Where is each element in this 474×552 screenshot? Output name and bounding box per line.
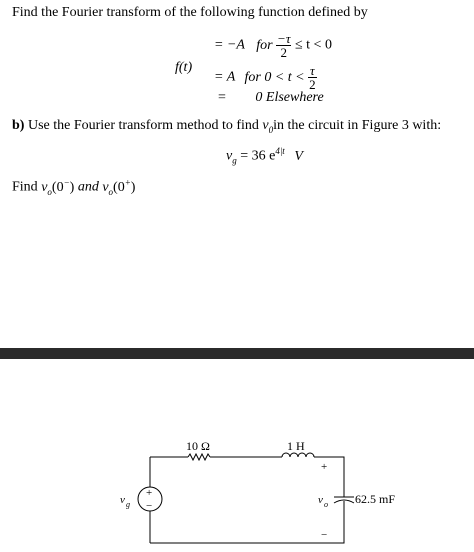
source-equals: = 36 e	[240, 148, 276, 164]
find-expression-1: $v_o(0^-)$	[41, 177, 75, 197]
source-unit: V	[294, 148, 303, 164]
resistor-symbol	[188, 454, 210, 460]
case-2-condition: for 0 < t <	[244, 69, 305, 85]
source-variable-sub: g	[232, 155, 237, 166]
wire-bottom	[150, 501, 344, 543]
resistor-label: 10 Ω	[186, 439, 210, 453]
output-label: v	[318, 494, 323, 506]
wire-top-right	[314, 457, 344, 497]
part-b-label: b)	[12, 118, 25, 133]
case-1-numerator: −τ	[277, 31, 291, 46]
case-3-equals: =	[218, 90, 226, 105]
output-minus: −	[321, 529, 328, 541]
output-label-sub: o	[324, 500, 328, 509]
case-3-rhs: 0 Elsewhere	[255, 90, 324, 105]
source-variable: v	[226, 148, 233, 164]
case-1-lhs: = −A	[214, 37, 245, 53]
inductor-symbol	[282, 453, 314, 457]
case-2-numerator: τ	[310, 63, 315, 78]
case-1-denominator: 2	[276, 45, 291, 59]
inductor-label: 1 H	[287, 439, 305, 453]
part-b-text: Use the Fourier transform method to find	[27, 118, 259, 133]
function-name: f(t)	[175, 60, 193, 75]
case-1-for: for	[256, 37, 273, 53]
capacitor-label: 62.5 mF	[355, 492, 396, 506]
find-label: Find	[12, 179, 38, 195]
source-minus: −	[146, 500, 153, 512]
source-label-sub: g	[126, 500, 130, 509]
find-and: and	[77, 179, 99, 195]
question-intro: Find the Fourier transform of the following function defined by	[12, 5, 368, 20]
case-2-lhs: = A	[214, 69, 235, 85]
part-b-tail: in the circuit in Figure 3 with:	[273, 118, 442, 133]
part-b-variable: $v_0$	[262, 118, 274, 135]
find-expression-2: $v_o(0^+)$	[102, 177, 136, 197]
source-exponent: 4|t	[275, 146, 285, 156]
output-plus: +	[321, 461, 328, 473]
source-label: v	[120, 494, 125, 506]
case-2-denominator: 2	[309, 77, 316, 92]
source-plus: +	[146, 487, 153, 499]
case-1-rhs: ≤ t < 0	[294, 37, 332, 53]
